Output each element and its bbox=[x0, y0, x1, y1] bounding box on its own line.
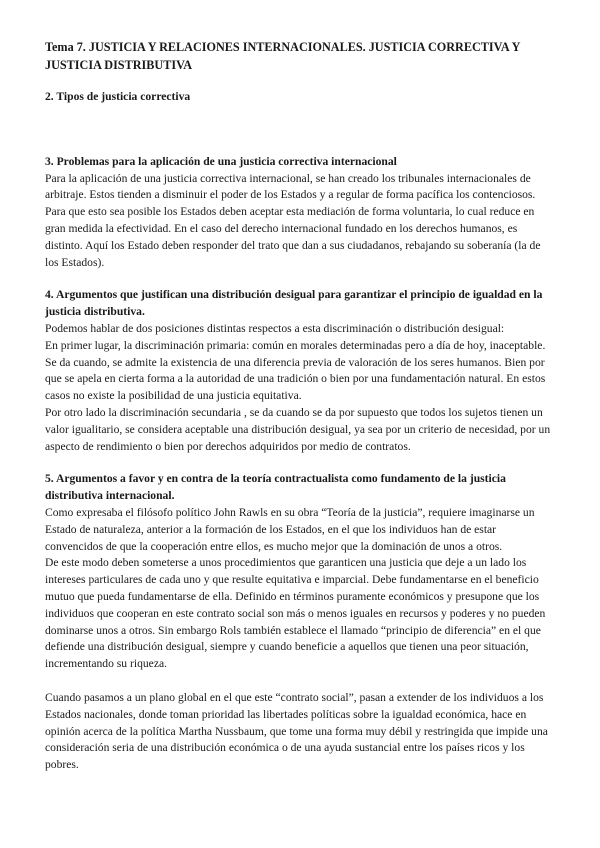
section-4-heading: 4. Argumentos que justifican una distribución desigual para garantizar el principio de igualdad en la justicia distributiva. bbox=[45, 288, 543, 319]
section-4-paragraph-3: Por otro lado la discriminación secundaria , se da cuando se da por supuesto que todos los sujetos tienen un valor igualitario, se considera aceptable una distribución desigual, ya sea por un criterio de necesidad, por un aspecto de rendimiento o bien por derechos adquiridos por medio de contratos. bbox=[45, 405, 551, 453]
section-5-heading: 5. Argumentos a favor y en contra de la teoría contractualista como fundamento de la justicia distributiva internacional. bbox=[45, 472, 506, 503]
document-title: Tema 7. JUSTICIA Y RELACIONES INTERNACIONALES. JUSTICIA CORRECTIVA Y JUSTICIA DISTRIBUTIVA bbox=[45, 40, 520, 72]
section-4-paragraph-1: Podemos hablar de dos posiciones distintas respectos a esta discriminación o distribución desigual: bbox=[45, 321, 505, 335]
section-5-paragraph-1: Como expresaba el filósofo político John Rawls en su obra “Teoría de la justicia”, requiere imaginarse un Estado de naturaleza, anterior a la formación de los Estados, en el que los individuos han de estar convencidos de que la cooperación entre ellos, es mucho mejor que la dominación de unos a otros. bbox=[45, 505, 535, 553]
section-4-paragraph-2: En primer lugar, la discriminación primaria: común en morales determinadas pero a día de hoy, inaceptable. Se da cuando, se admite la existencia de una diferencia previa de valoración de los seres humanos. Bien por que se apela en cierta forma a la autoridad de una tradición o bien por una fundamentación natural. En estos casos no existe la posibilidad de una justicia equitativa. bbox=[45, 338, 546, 403]
section-3-paragraph-1: Para la aplicación de una justicia correctiva internacional, se han creado los tribunales internacionales de arbitraje. Estos tienden a disminuir el poder de los Estados y a regular de forma pacífica los contenciosos. Para que esto sea posible los Estados deben aceptar esta mediación de forma voluntaria, lo cual reduce en gran medida la efectividad. En el caso del derecho internacional fundado en los derechos humanos, es distinto. Aquí los Estado deben responder del trato que dan a sus ciudadanos, rebajando su soberanía (la de los Estados). bbox=[45, 171, 541, 269]
section-5-paragraph-3: Cuando pasamos a un plano global en el que este “contrato social”, pasan a extender de los individuos a los Estados nacionales, donde toman prioridad las libertades políticas sobre la igualdad económica, hace en opinión acerca de la política Martha Nussbaum, que tome una forma muy débil y restringida que impide una consideración seria de una distribución económica o de una ayuda sustancial entre los países ricos y los pobres. bbox=[45, 690, 548, 772]
section-2-heading: 2. Tipos de justicia correctiva bbox=[45, 90, 191, 103]
section-5-paragraph-2: De este modo deben someterse a unos procedimientos que garanticen una justicia que deje a un lado los intereses particulares de cada uno y que resulte equitativa e imparcial. Debe fundamentarse en el beneficio mutuo que pueda fundamentarse de ella. Definido en términos puramente económicos y presupone que los individuos que cooperan en este contrato social son más o menos iguales en recursos y poderes y no pueden dominarse unos a otros. Sin embargo Rols también establece el llamado “principio de diferencia” en el que defiende una distribución desigual, siempre y cuando beneficie a aquellos que tienen una peor situación, incrementando su riqueza. bbox=[45, 556, 546, 671]
section-3-heading: 3. Problemas para la aplicación de una justicia correctiva internacional bbox=[45, 154, 397, 168]
